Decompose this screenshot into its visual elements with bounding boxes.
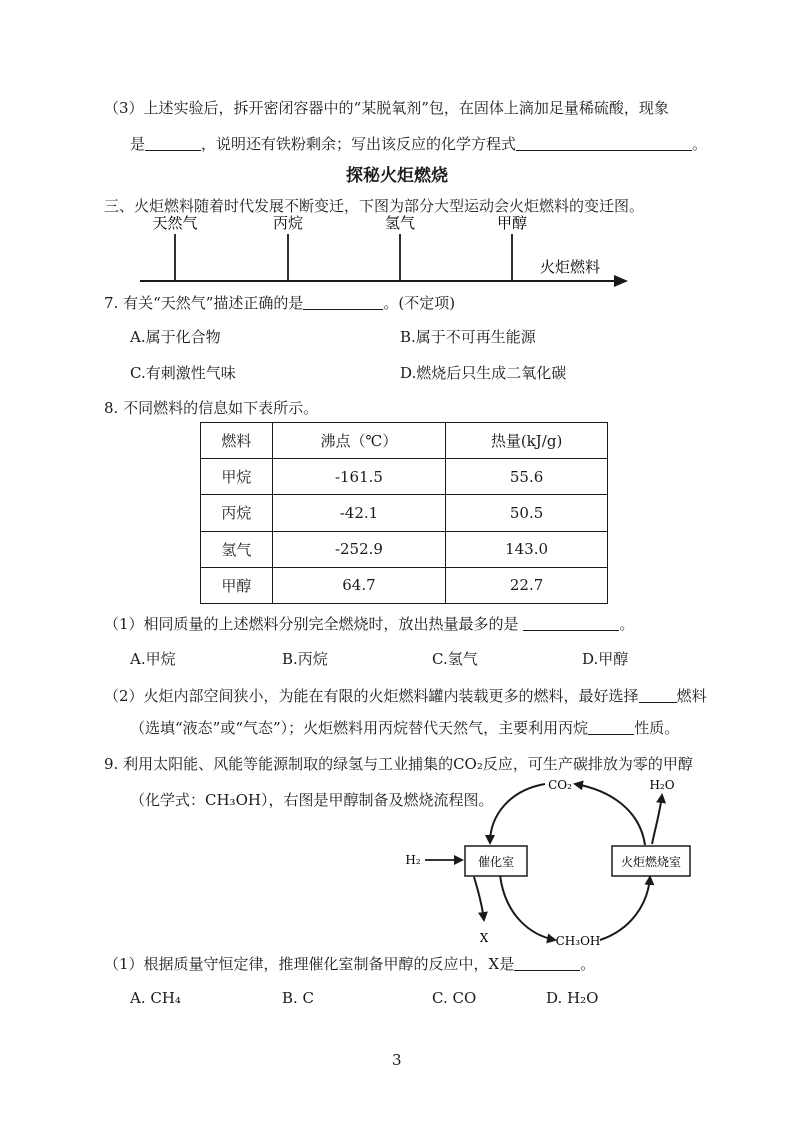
arrow-catalyst-to-x [474, 877, 484, 920]
q8-sub1-option-b[interactable]: B.丙烷 [282, 650, 328, 668]
q7-stem: 7. 有关“天然气”描述正确的是 。(不定项) [104, 294, 456, 312]
q8-sub1-option-a[interactable]: A.甲烷 [130, 650, 176, 668]
q8-sub2-line2: （选填“液态”或“气态”）；火炬燃料用丙烷替代天然气，主要利用丙烷 性质。 [130, 719, 680, 737]
h2o-label: H₂O [649, 778, 675, 792]
table-cell: -42.1 [272, 495, 445, 531]
q7-option-a[interactable]: A.属于化合物 [130, 328, 221, 346]
section-intro: 三、火炬燃料随着时代发展不断变迁，下图为部分大型运动会火炬燃料的变迁图。 [104, 197, 645, 215]
table-cell: 丙烷 [201, 495, 273, 531]
table-header-boiling-point: 沸点（℃） [272, 423, 445, 459]
timeline-label-1: 天然气 [152, 214, 198, 232]
q9-sub1: （1）根据质量守恒定律，推理催化室制备甲醇的反应中，X是 。 [104, 955, 596, 973]
x-label: X [479, 931, 489, 945]
q8-sub1-option-c[interactable]: C.氢气 [432, 650, 478, 668]
q9-sub1-option-b[interactable]: B. C [282, 989, 315, 1007]
q9-sub1-option-c[interactable]: C. CO [432, 989, 477, 1007]
q9-sub1-option-a[interactable]: A. CH₄ [130, 989, 181, 1007]
timeline-label-2: 丙烷 [272, 214, 304, 232]
section-title: 探秘火炬燃烧 [346, 166, 448, 186]
q7-option-c[interactable]: C.有刺激性气味 [130, 364, 236, 382]
h2-label: H₂ [405, 853, 421, 867]
arrow-ch3oh-to-combustion [600, 877, 650, 940]
q9-line1: 9. 利用太阳能、风能等能源制取的绿氢与工业捕集的CO₂反应，可生产碳排放为零的甲醇 [104, 755, 693, 773]
q8-sub2-line1: （2）火炬内部空间狭小，为能在有限的火炬燃料罐内装载更多的燃料，最好选择 燃料 [104, 687, 707, 705]
table-cell: -252.9 [272, 531, 445, 567]
arrow-co2-to-catalyst [490, 784, 545, 843]
timeline-axis-label: 火炬燃料 [539, 258, 601, 276]
table-cell: 氢气 [201, 531, 273, 567]
q7-option-b[interactable]: B.属于不可再生能源 [400, 328, 536, 346]
table-cell: 64.7 [272, 567, 445, 603]
table-cell: 143.0 [446, 531, 608, 567]
q9-sub1-blank[interactable] [514, 954, 580, 971]
catalyst-room-label: 催化室 [477, 855, 515, 869]
q8-stem: 8. 不同燃料的信息如下表所示。 [104, 399, 319, 417]
timeline-label-4: 甲醇 [496, 214, 528, 232]
table-cell: 甲烷 [201, 459, 273, 495]
table-cell: -161.5 [272, 459, 445, 495]
table-cell: 甲醇 [201, 567, 273, 603]
arrow-catalyst-to-ch3oh [500, 875, 555, 940]
co2-label: CO₂ [548, 778, 572, 792]
ch3oh-label: CH₃OH [555, 934, 601, 948]
table-cell: 50.5 [446, 495, 608, 531]
q3-line2: 是 ，说明还有铁粉剩余；写出该反应的化学方程式 。 [130, 135, 708, 153]
combustion-room-label: 火炬燃烧室 [620, 855, 682, 869]
table-cell: 22.7 [446, 567, 608, 603]
q3-line1: （3）上述实验后，拆开密闭容器中的“某脱氧剂”包，在固体上滴加足量稀硫酸，现象 [104, 99, 669, 117]
arrow-combustion-to-co2 [575, 784, 645, 845]
page-number: 3 [392, 1051, 402, 1069]
table-cell: 55.6 [446, 459, 608, 495]
arrow-combustion-to-h2o [652, 795, 662, 844]
table-header-heat: 热量(kJ/g) [446, 423, 608, 459]
timeline-label-3: 氢气 [384, 214, 416, 232]
q7-option-d[interactable]: D.燃烧后只生成二氧化碳 [400, 364, 567, 382]
q9-line2: （化学式：CH₃OH），右图是甲醇制备及燃烧流程图。 [130, 791, 494, 809]
table-header-fuel: 燃料 [201, 423, 273, 459]
q9-sub1-option-d[interactable]: D. H₂O [546, 989, 599, 1007]
q8-sub1-option-d[interactable]: D.甲醇 [582, 650, 629, 668]
q8-sub1: （1）相同质量的上述燃料分别完全燃烧时，放出热量最多的是 。 [104, 615, 635, 633]
